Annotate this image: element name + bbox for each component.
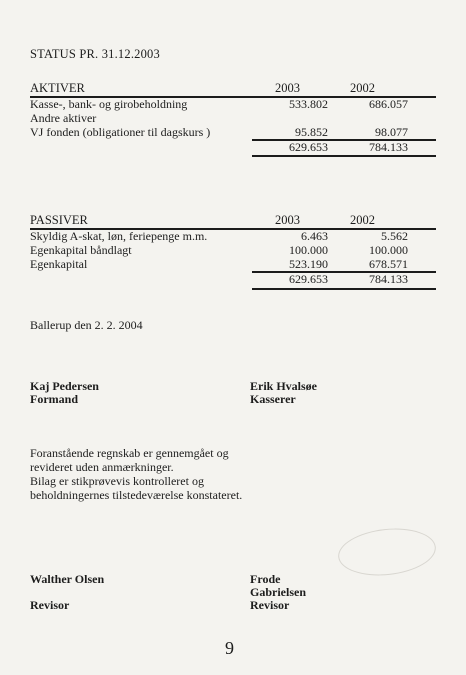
signatory-name: Kaj Pedersen — [30, 379, 99, 393]
row-value-2002: 5.562 — [381, 229, 408, 243]
signatory-role: Revisor — [250, 598, 290, 612]
row-value-2002: 98.077 — [375, 125, 408, 139]
assets-col-2002: 2002 — [350, 81, 375, 95]
total-2002: 784.133 — [369, 140, 408, 154]
liabilities-heading: PASSIVER — [30, 213, 88, 227]
place-date: Ballerup den 2. 2. 2004 — [30, 318, 143, 332]
row-label: Kasse-, bank- og girobeholdning — [30, 97, 188, 111]
row-value-2003: 100.000 — [289, 243, 328, 257]
row-label: Egenkapital — [30, 257, 88, 271]
signatory-name-line1: Frode — [250, 572, 281, 586]
assets-col-2003: 2003 — [275, 81, 300, 95]
total-2002: 784.133 — [369, 272, 408, 286]
page-title: STATUS PR. 31.12.2003 — [30, 47, 160, 61]
row-value-2002: 100.000 — [369, 243, 408, 257]
signatory-name: Erik Hvalsøe — [250, 379, 318, 393]
signatory-role: Kasserer — [250, 392, 296, 406]
signatory-role: Revisor — [30, 598, 70, 612]
statement-line: beholdningernes tilstedeværelse konstateret. — [30, 488, 243, 502]
signatory-role: Formand — [30, 392, 78, 406]
row-value-2003: 523.190 — [289, 257, 328, 271]
row-label: Skyldig A-skat, løn, feriepenge m.m. — [30, 229, 208, 243]
liabilities-double-rule — [252, 288, 436, 290]
page-number: 9 — [225, 638, 234, 658]
row-label: VJ fonden (obligationer til dagskurs ) — [30, 125, 211, 139]
statement-line: Bilag er stikprøvevis kontrolleret og — [30, 474, 204, 488]
row-value-2003: 6.463 — [301, 229, 328, 243]
total-2003: 629.653 — [289, 272, 328, 286]
auditor-statement — [30, 446, 280, 502]
show-through-stamp — [336, 524, 438, 580]
row-label: Andre aktiver — [30, 111, 97, 125]
liabilities-col-2003: 2003 — [275, 213, 300, 227]
assets-heading: AKTIVER — [30, 81, 85, 95]
liabilities-col-2002: 2002 — [350, 213, 375, 227]
row-value-2003: 95.852 — [295, 125, 328, 139]
statement-line: Foranstående regnskab er gennemgået og — [30, 446, 229, 460]
signatory-name: Walther Olsen — [30, 572, 105, 586]
row-value-2003: 533.802 — [289, 97, 328, 111]
row-value-2002: 686.057 — [369, 97, 408, 111]
statement-line: revideret uden anmærkninger. — [30, 460, 174, 474]
assets-double-rule — [252, 155, 436, 157]
total-2003: 629.653 — [289, 140, 328, 154]
row-label: Egenkapital båndlagt — [30, 243, 132, 257]
signatory-name-line2: Gabrielsen — [250, 585, 306, 599]
row-value-2002: 678.571 — [369, 257, 408, 271]
